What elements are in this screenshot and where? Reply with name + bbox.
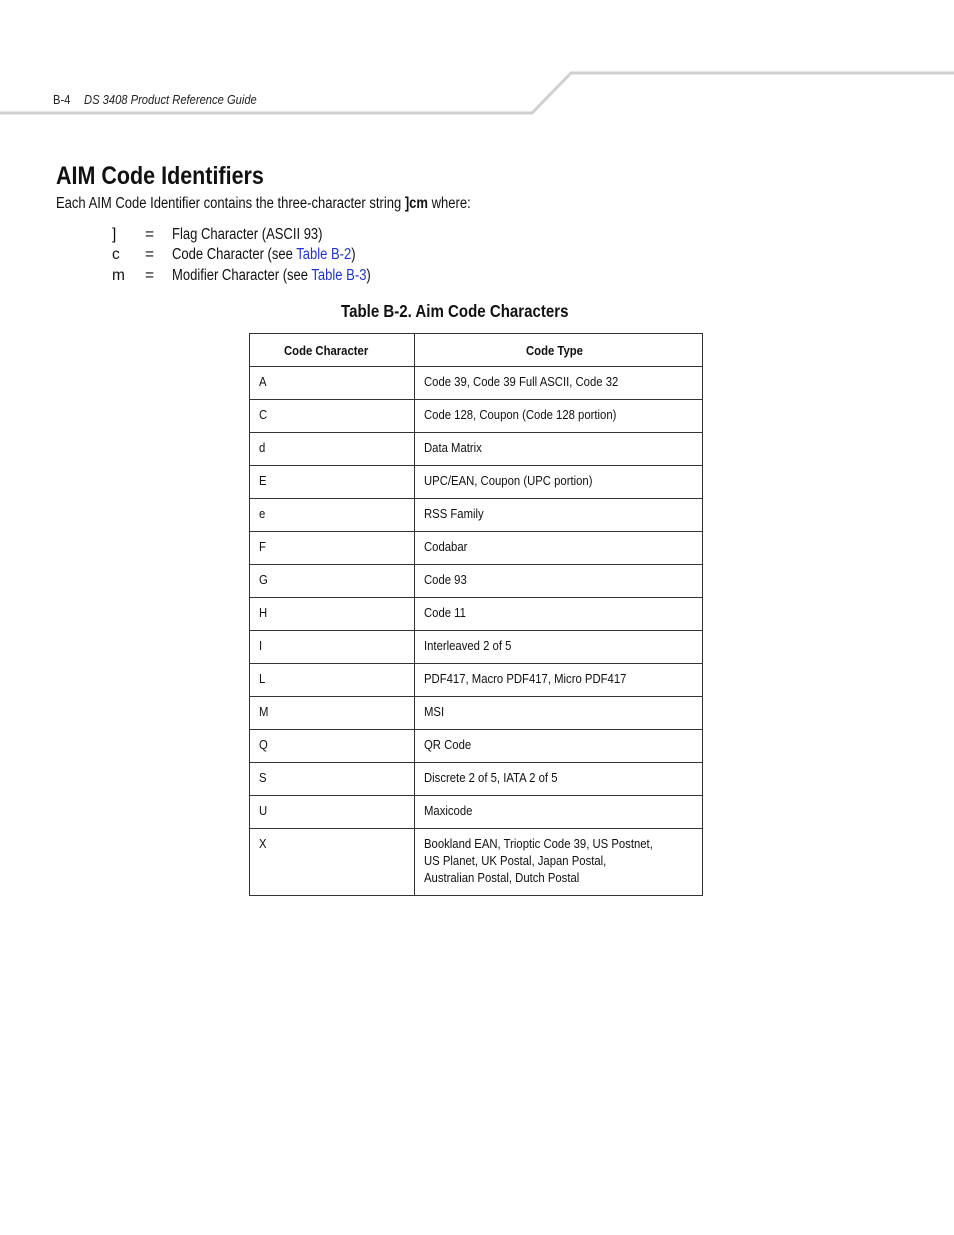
definition-equals: = <box>145 246 155 263</box>
intro-paragraph <box>56 194 550 214</box>
table-row <box>250 664 703 697</box>
table-row <box>250 499 703 532</box>
code-type-cell: Code 39, Code 39 Full ASCII, Code 32 <box>415 367 703 400</box>
code-character-cell: M <box>250 697 415 730</box>
column-header-code-type: Code Type <box>415 334 703 367</box>
code-character-cell: A <box>250 367 415 400</box>
definition-symbol: ] <box>112 226 117 243</box>
code-type-cell: Bookland EAN, Trioptic Code 39, US Postnet, US Planet, UK Postal, Japan Postal, Australian Postal, Dutch Postal <box>415 829 703 896</box>
code-type-cell: Data Matrix <box>415 433 703 466</box>
code-type-cell: RSS Family <box>415 499 703 532</box>
code-type-cell: Discrete 2 of 5, IATA 2 of 5 <box>415 763 703 796</box>
code-character-cell: C <box>250 400 415 433</box>
table-header-row <box>250 334 703 367</box>
table-row <box>250 565 703 598</box>
code-type-cell: Code 11 <box>415 598 703 631</box>
table-row <box>250 829 703 896</box>
definition-text: Code Character (see Table B-2) <box>172 246 356 263</box>
page-number: B-4 <box>53 92 71 107</box>
code-character-cell: d <box>250 433 415 466</box>
code-character-cell: X <box>250 829 415 896</box>
code-character-cell: S <box>250 763 415 796</box>
table-row <box>250 367 703 400</box>
code-character-cell: L <box>250 664 415 697</box>
intro-code-string: ]cm <box>404 195 429 212</box>
table-row <box>250 697 703 730</box>
table-b3-link[interactable]: Table B-3 <box>311 267 367 284</box>
code-character-cell: H <box>250 598 415 631</box>
table-row <box>250 466 703 499</box>
table-row <box>250 730 703 763</box>
code-type-cell: Interleaved 2 of 5 <box>415 631 703 664</box>
table-caption: Table B-2. Aim Code Characters <box>341 301 569 321</box>
code-type-cell: PDF417, Macro PDF417, Micro PDF417 <box>415 664 703 697</box>
code-type-cell: Code 93 <box>415 565 703 598</box>
table-row <box>250 400 703 433</box>
section-heading: AIM Code Identifiers <box>56 162 264 190</box>
aim-code-characters-table <box>249 333 703 896</box>
column-header-code-character: Code Character <box>250 334 415 367</box>
definition-equals: = <box>145 226 155 243</box>
document-title: DS 3408 Product Reference Guide <box>84 92 257 107</box>
table-row <box>250 433 703 466</box>
definition-text: Modifier Character (see Table B-3) <box>172 267 371 284</box>
definition-text: Flag Character (ASCII 93) <box>172 226 323 243</box>
table-b2-link[interactable]: Table B-2 <box>296 246 352 263</box>
table-row <box>250 631 703 664</box>
code-type-cell: Codabar <box>415 532 703 565</box>
code-character-cell: G <box>250 565 415 598</box>
table-row <box>250 796 703 829</box>
table-row <box>250 532 703 565</box>
code-character-cell: U <box>250 796 415 829</box>
code-character-cell: e <box>250 499 415 532</box>
code-character-cell: I <box>250 631 415 664</box>
code-character-cell: Q <box>250 730 415 763</box>
definition-symbol: c <box>112 246 120 263</box>
intro-text-after: where: <box>428 195 471 212</box>
definition-equals: = <box>145 267 155 284</box>
code-type-cell: UPC/EAN, Coupon (UPC portion) <box>415 466 703 499</box>
code-character-cell: F <box>250 532 415 565</box>
table-row <box>250 763 703 796</box>
code-type-cell: QR Code <box>415 730 703 763</box>
intro-text-before: Each AIM Code Identifier contains the three-character string <box>56 195 405 212</box>
code-type-cell: Code 128, Coupon (Code 128 portion) <box>415 400 703 433</box>
code-type-cell: MSI <box>415 697 703 730</box>
definition-symbol: m <box>112 267 125 284</box>
table-row <box>250 598 703 631</box>
code-character-cell: E <box>250 466 415 499</box>
code-type-cell: Maxicode <box>415 796 703 829</box>
